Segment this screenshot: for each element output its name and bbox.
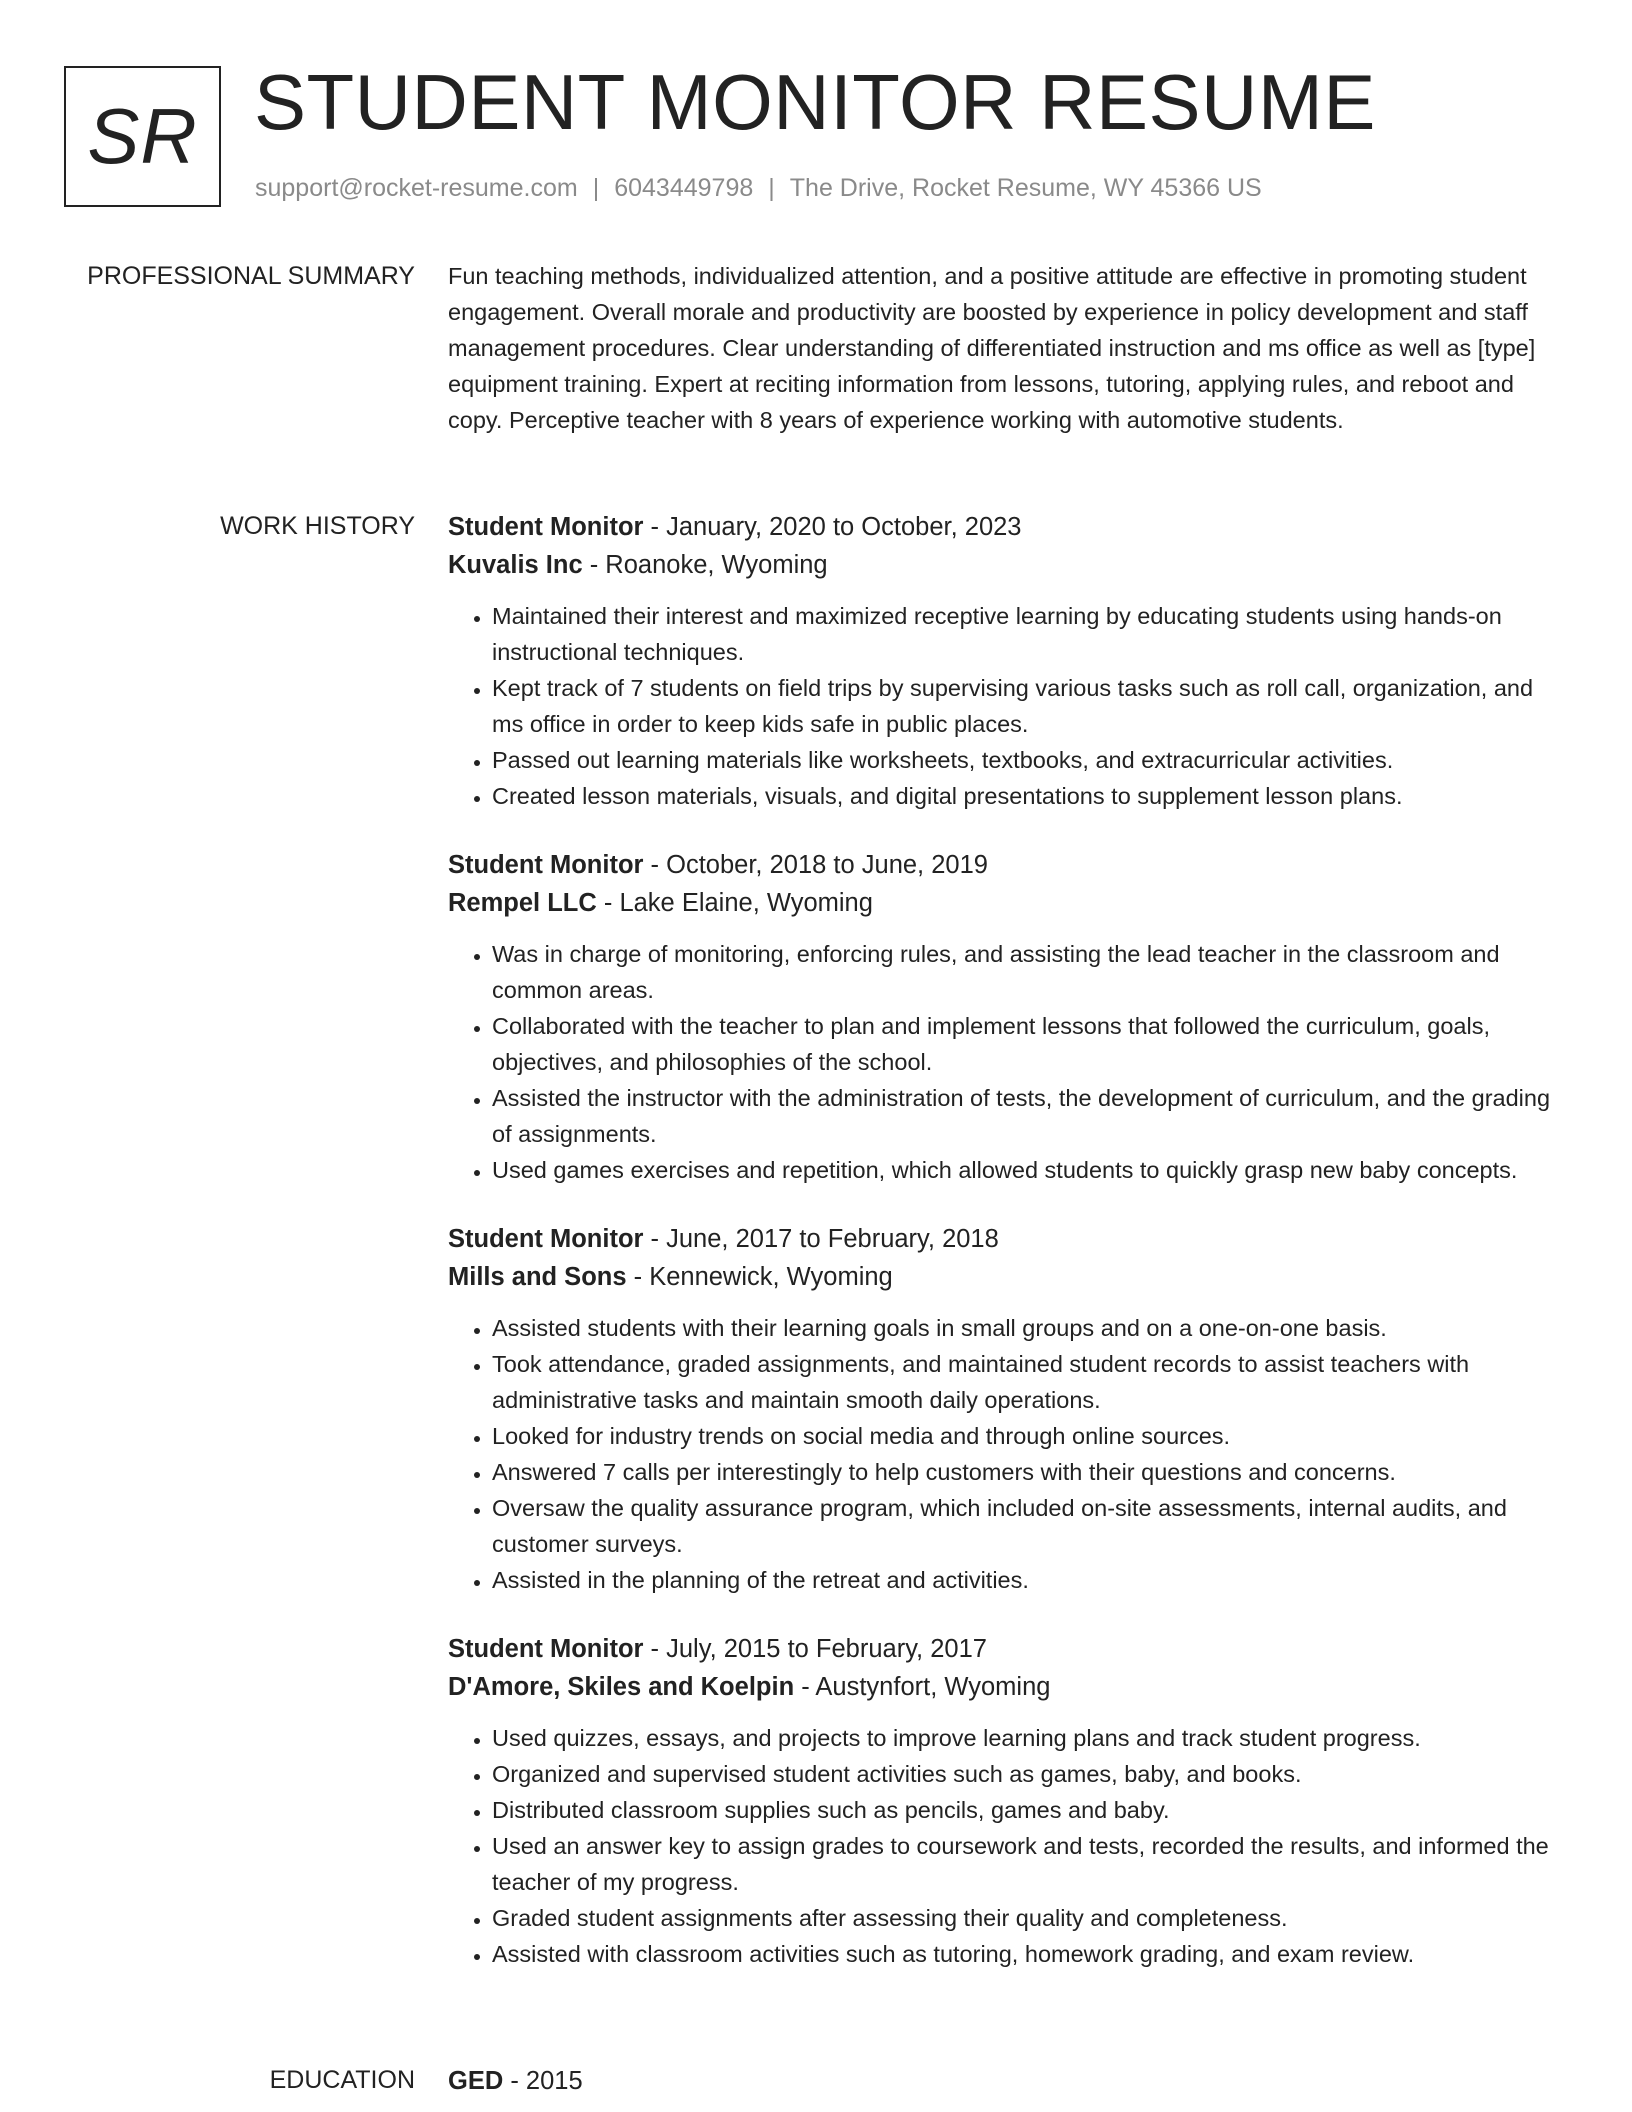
job-bullet: • Collaborated with the teacher to plan and implement lessons that followed the curriculum, goals, objectives, and philosophies of the school. [492, 1008, 1568, 1080]
monogram-badge: SR [64, 66, 221, 207]
resume-title: STUDENT MONITOR RESUME [254, 58, 1376, 146]
job-bullet: • Used an answer key to assign grades to coursework and tests, recorded the results, and informed the teacher of my progress. [492, 1828, 1568, 1900]
job-bullet: • Answered 7 calls per interestingly to help customers with their questions and concerns. [492, 1454, 1568, 1490]
job-entry [448, 1630, 1568, 1972]
job-title-line [448, 1220, 1568, 1258]
contact-line [255, 174, 1262, 203]
section-label-work-history: WORK HISTORY [220, 512, 415, 540]
education-degree: GED [448, 2067, 504, 2095]
job-company: Kuvalis Inc [448, 551, 583, 579]
summary-body [448, 258, 1568, 438]
job-company-line [448, 1258, 1568, 1296]
job-company: Rempel LLC [448, 889, 597, 917]
job-dates: - October, 2018 to June, 2019 [643, 851, 988, 879]
job-entry [448, 1220, 1568, 1598]
job-bullet: • Assisted with classroom activities such as tutoring, homework grading, and exam review. [492, 1936, 1568, 1972]
job-title: Student Monitor [448, 851, 644, 879]
job-bullet: • Used games exercises and repetition, which allowed students to quickly grasp new baby concepts. [492, 1152, 1568, 1188]
contact-email: support@rocket-resume.com [255, 174, 578, 202]
section-label-education: EDUCATION [269, 2066, 415, 2094]
contact-address: The Drive, Rocket Resume, WY 45366 US [789, 174, 1262, 202]
job-bullet: • Created lesson materials, visuals, and digital presentations to supplement lesson plans. [492, 778, 1568, 814]
job-bullet: • Distributed classroom supplies such as pencils, games and baby. [492, 1792, 1568, 1828]
job-bullet: • Assisted students with their learning goals in small groups and on a one-on-one basis. [492, 1310, 1568, 1346]
job-location: - Roanoke, Wyoming [582, 551, 828, 579]
job-bullet: • Assisted the instructor with the administration of tests, the development of curriculum, and the grading of assignments. [492, 1080, 1568, 1152]
job-company-line [448, 546, 1568, 584]
job-bullets [448, 1720, 1568, 1972]
job-bullet: • Passed out learning materials like worksheets, textbooks, and extracurricular activities. [492, 742, 1568, 778]
job-location: - Austynfort, Wyoming [794, 1673, 1051, 1701]
job-entry [448, 846, 1568, 1188]
job-company-line [448, 1668, 1568, 1706]
job-bullet: • Took attendance, graded assignments, and maintained student records to assist teachers with administrative tasks and maintain smooth daily operations. [492, 1346, 1568, 1418]
job-bullet: • Maintained their interest and maximized receptive learning by educating students using hands-on instructional techniques. [492, 598, 1568, 670]
job-title: Student Monitor [448, 513, 644, 541]
job-bullet: • Kept track of 7 students on field trips by supervising various tasks such as roll call, organization, and ms office in order to keep kids safe in public places. [492, 670, 1568, 742]
summary-text: Fun teaching methods, individualized attention, and a positive attitude are effective in promoting student engagement. Overall morale and productivity are boosted by experience in policy development and staff management procedures. Clear understanding of differentiated instruction and ms office as well as [type] equipment training. Expert at reciting information from lessons, tutoring, applying rules, and reboot and copy. Perceptive teacher with 8 years of experience working with automotive students. [448, 263, 1536, 433]
job-location: - Kennewick, Wyoming [626, 1263, 893, 1291]
job-bullets [448, 598, 1568, 814]
education-year: - 2015 [503, 2067, 583, 2095]
job-title-line [448, 846, 1568, 884]
contact-phone: 6043449798 [614, 174, 754, 202]
section-label-summary: PROFESSIONAL SUMMARY [87, 262, 415, 290]
job-company-line [448, 884, 1568, 922]
job-dates: - June, 2017 to February, 2018 [643, 1225, 999, 1253]
job-bullet: • Used quizzes, essays, and projects to improve learning plans and track student progress. [492, 1720, 1568, 1756]
job-bullet: • Was in charge of monitoring, enforcing rules, and assisting the lead teacher in the classroom and common areas. [492, 936, 1568, 1008]
contact-separator: | [592, 174, 600, 202]
contact-separator: | [768, 174, 775, 202]
job-title: Student Monitor [448, 1635, 644, 1663]
job-bullet: • Looked for industry trends on social media and through online sources. [492, 1418, 1568, 1454]
job-title: Student Monitor [448, 1225, 644, 1253]
job-bullets [448, 936, 1568, 1188]
job-bullet: • Organized and supervised student activities such as games, baby, and books. [492, 1756, 1568, 1792]
job-dates: - January, 2020 to October, 2023 [643, 513, 1022, 541]
job-bullet: • Oversaw the quality assurance program, which included on-site assessments, internal audits, and customer surveys. [492, 1490, 1568, 1562]
job-bullets [448, 1310, 1568, 1598]
job-entry [448, 508, 1568, 814]
job-bullet: • Assisted in the planning of the retreat and activities. [492, 1562, 1568, 1598]
job-bullet: • Graded student assignments after assessing their quality and completeness. [492, 1900, 1568, 1936]
work-history-body [448, 508, 1568, 2004]
job-title-line [448, 1630, 1568, 1668]
job-title-line [448, 508, 1568, 546]
job-location: - Lake Elaine, Wyoming [596, 889, 873, 917]
education-line [448, 2062, 1568, 2100]
education-body [448, 2062, 1568, 2100]
job-company: Mills and Sons [448, 1263, 627, 1291]
job-company: D'Amore, Skiles and Koelpin [448, 1673, 795, 1701]
job-dates: - July, 2015 to February, 2017 [643, 1635, 987, 1663]
